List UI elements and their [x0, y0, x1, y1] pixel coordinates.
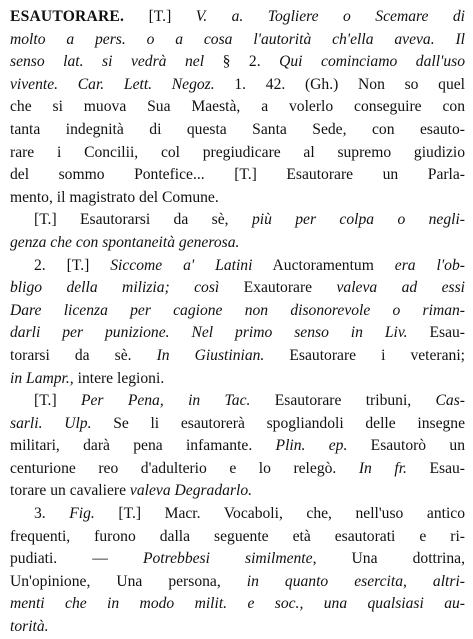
line-16-a: torarsi da sè.: [10, 346, 132, 364]
entry-line-20: [10, 435, 465, 458]
entry-line-18: [10, 390, 465, 413]
line-15-b: Esau-: [429, 324, 465, 342]
entry-line-2: molto a pers. o a cosa l'autorità ch'ella aveva. Il: [10, 30, 465, 48]
line-4-a: vivente. Car. Lett. Negoz.: [10, 75, 215, 93]
entry-line-9: mento, il magistrato del Comune.: [10, 188, 219, 206]
entry-line-26: [10, 571, 465, 594]
line-1-rest: V. a. Togliere o Scemare di: [195, 8, 465, 25]
line-18-e: Esautorare tribuni,: [274, 392, 412, 410]
line-20-c: Esautorò un: [370, 437, 465, 455]
line-3-a: senso lat. si vedrà nel: [10, 53, 205, 71]
entry-line-27: menti che in modo milit. e soc., una qualsiasi au-: [10, 595, 465, 613]
entry-line-14: Dare licenza per cagione non disonorevole o riman-: [10, 301, 465, 319]
entry-line-10: [10, 209, 465, 232]
line-10-a: [T.] Esautorarsi da sè,: [34, 211, 229, 229]
line-13-b: Exautorare: [243, 279, 313, 297]
line-26-b: in quanto esercita, altri-: [246, 572, 465, 590]
line-13-c: valeva ad essi: [336, 279, 465, 297]
line-16-c: Esautorare i veterani;: [289, 346, 465, 364]
entry-line-15: [10, 322, 465, 345]
line-23-b: Fig.: [69, 505, 95, 523]
line-20-a: militari, darà pena infamante.: [10, 437, 253, 455]
line-21-b: In fr.: [358, 459, 407, 477]
entry-line-6: tanta indegnità di questa Santa Sede, con esauto-: [10, 120, 465, 138]
line-25-b: Potrebbesi similmente,: [142, 550, 317, 568]
line-12-c: Auctoramentum: [272, 256, 374, 274]
entry-line-5: che si muova Sua Maestà, a volerlo conseguire con: [10, 98, 465, 116]
entry-line-12: [10, 255, 465, 278]
line-22-b: valeva Degradarlo.: [129, 482, 253, 500]
entry-line-17: [10, 368, 465, 391]
line-18-a: [T.]: [34, 392, 57, 410]
entry-line-19: [10, 413, 465, 436]
entry-line-8: del sommo Pontefice... [T.] Esautorare un Parla-: [10, 166, 465, 184]
line-23-a: 3.: [34, 505, 46, 523]
line-3-b: § 2.: [222, 53, 261, 71]
line-23-c: [T.] Macr. Vocaboli, che, nell'uso antico: [118, 505, 465, 523]
line-26-a: Un'opinione, Una persona,: [10, 572, 221, 590]
tag-t: [T.]: [148, 8, 172, 25]
line-12-d: era l'ob-: [394, 256, 465, 274]
line-3-c: Qui cominciamo dall'uso: [279, 53, 465, 71]
line-4-b: 1. 42. (Gh.) Non so quel: [234, 75, 465, 93]
entry-line-4: [10, 74, 465, 97]
line-21-a: centurione reo d'adulterio e lo relegò.: [10, 459, 337, 477]
entry-line-1: [10, 6, 465, 29]
headword: ESAUTORARE.: [10, 8, 125, 25]
line-17-a: in Lampr.,: [10, 369, 74, 387]
line-18-d: in Tac.: [188, 392, 251, 410]
line-15-a: darli per punizione. Nel primo senso in Liv.: [10, 324, 408, 342]
line-16-b: In Giustinian.: [156, 346, 265, 364]
line-25-c: Una dottrina,: [351, 550, 465, 568]
line-10-b: più per colpa o negli-: [251, 211, 465, 229]
line-22-a: torare un cavaliere: [10, 482, 127, 500]
line-17-b: intere legioni.: [77, 369, 165, 387]
entry-line-21: [10, 458, 465, 481]
line-19-a: sarli. Ulp.: [10, 414, 92, 432]
line-25-a: pudiati. —: [10, 550, 108, 568]
entry-line-13: [10, 277, 465, 300]
entry-line-3: [10, 51, 465, 74]
entry-line-23: [10, 503, 465, 526]
entry-line-11: genza che con spontaneità generosa.: [10, 233, 240, 251]
entry-line-22: [10, 480, 465, 503]
line-20-b: Plin. ep.: [275, 437, 348, 455]
entry-line-25: [10, 548, 465, 571]
entry-line-28: torità.: [10, 618, 49, 636]
line-19-b: Se li esautorerà spogliandoli delle insegne: [113, 414, 465, 432]
entry-line-24: frequenti, furono dalla seguente età esautorati e ri-: [10, 527, 465, 545]
entry-line-7: rare i Concilii, col pregiudicare al supremo giudizio: [10, 143, 465, 161]
line-21-c: Esau-: [429, 459, 465, 477]
entry-line-16: [10, 345, 465, 368]
line-18-f: Cas-: [435, 392, 465, 410]
line-18-b: Per Pena,: [80, 392, 164, 410]
line-12-b: Siccome a' Latini: [110, 256, 253, 274]
line-13-a: bligo della milizia; così: [10, 279, 220, 297]
line-12-a: 2. [T.]: [34, 256, 90, 274]
